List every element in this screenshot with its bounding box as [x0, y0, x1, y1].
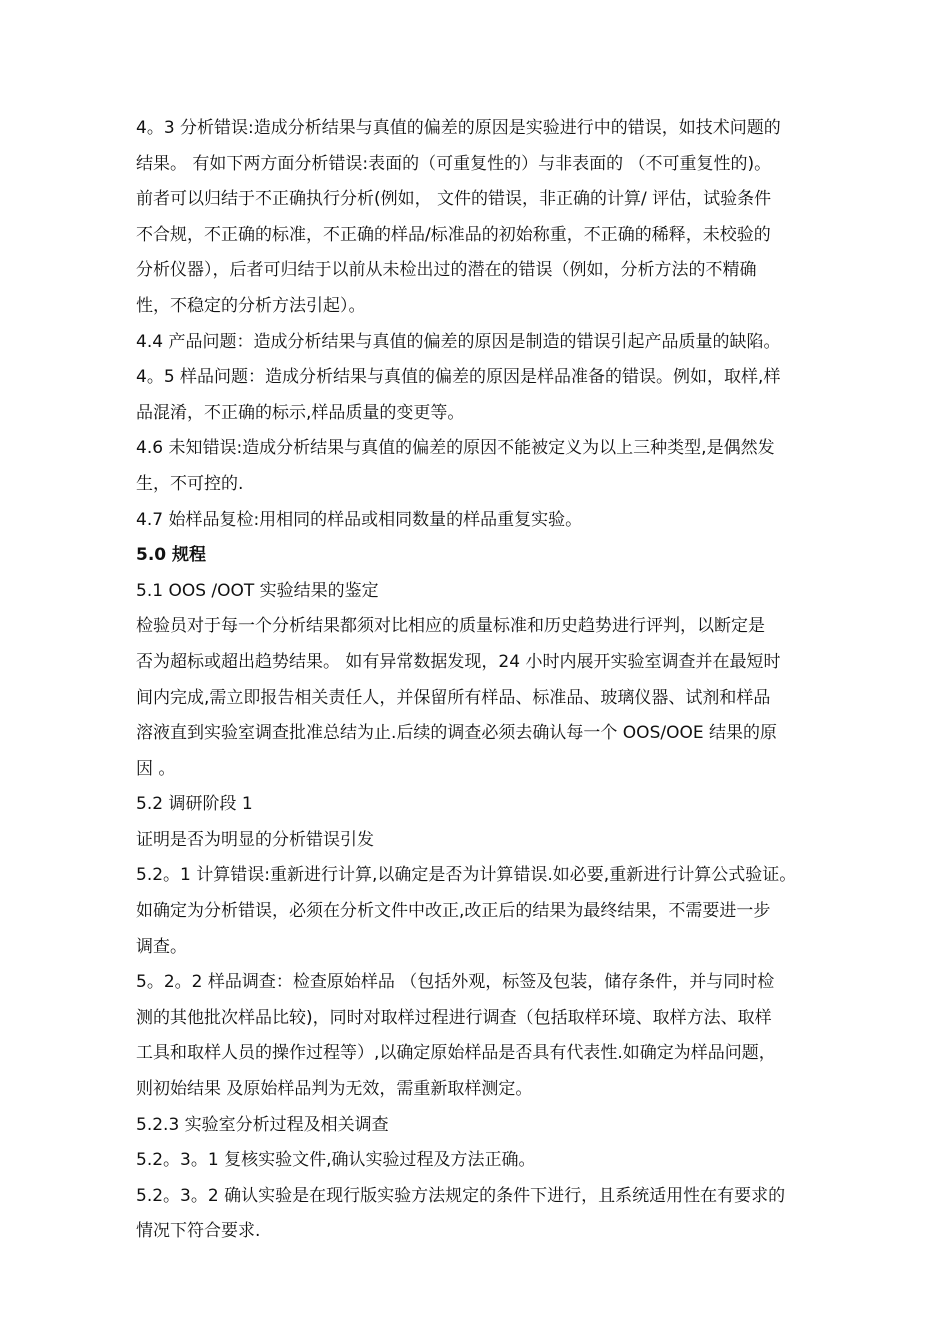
text-line: 证明是否为明显的分析错误引发 — [136, 829, 374, 850]
text-line: 性，不稳定的分析方法引起）。 — [136, 295, 366, 316]
document-body — [136, 111, 871, 1250]
text-line: 如确定为分析错误，必须在分析文件中改正,改正后的结果为最终结果，不需要进一步 — [136, 901, 771, 922]
text-line: 因 。 — [136, 758, 176, 779]
text-line: 情况下符合要求. — [136, 1221, 261, 1242]
text-line: 品混淆，不正确的标示,样品质量的变更等。 — [136, 402, 465, 423]
subsection-heading: 5.2 调研阶段 1 — [136, 794, 253, 815]
text-line: 溶液直到实验室调查批准总结为止.后续的调查必须去确认每一个 OOS/OOE 结果的原 — [136, 723, 777, 744]
text-line: 检验员对于每一个分析结果都须对比相应的质量标准和历史趋势进行评判，以断定是 — [136, 616, 765, 637]
text-line: 生，不可控的. — [136, 473, 244, 494]
text-line: 间内完成,需立即报告相关责任人，并保留所有样品、标准品、玻璃仪器、试剂和样品 — [136, 687, 771, 708]
text-line: 结果。 有如下两方面分析错误:表面的（可重复性的）与非表面的 （不可重复性的)。 — [136, 153, 772, 174]
text-line: 4.4 产品问题：造成分析结果与真值的偏差的原因是制造的错误引起产品质量的缺陷。 — [136, 331, 781, 352]
text-line: 否为超标或超出趋势结果。 如有异常数据发现，24 小时内展开实验室调查并在最短时 — [136, 651, 781, 672]
text-line: 不合规，不正确的标准，不正确的样品/标准品的初始称重，不正确的稀释，未校验的 — [136, 224, 771, 245]
text-line: 4。5 样品问题：造成分析结果与真值的偏差的原因是样品准备的错误。例如，取样,样 — [136, 367, 781, 388]
text-line: 前者可以归结于不正确执行分析(例如， 文件的错误，非正确的计算/ 评估，试验条件 — [136, 189, 772, 210]
subsection-heading: 5.2.3 实验室分析过程及相关调查 — [136, 1114, 389, 1135]
text-line: 则初始结果 及原始样品判为无效，需重新取样测定。 — [136, 1079, 533, 1100]
text-line: 4。3 分析错误:造成分析结果与真值的偏差的原因是实验进行中的错误，如技术问题的 — [136, 118, 781, 138]
text-line: 调查。 — [136, 936, 187, 957]
text-line: 5。2。2 样品调查：检查原始样品 （包括外观，标签及包装，储存条件，并与同时检 — [136, 972, 775, 993]
section-heading: 5.0 规程 — [136, 545, 207, 566]
subsection-heading: 5.1 OOS /OOT 实验结果的鉴定 — [136, 580, 379, 601]
text-line: 5.2。3。1 复核实验文件,确认实验过程及方法正确。 — [136, 1150, 536, 1171]
text-line: 分析仪器），后者可归结于以前从未检出过的潜在的错误（例如，分析方法的不精确 — [136, 260, 757, 281]
text-line: 4.7 始样品复检:用相同的样品或相同数量的样品重复实验。 — [136, 509, 583, 530]
text-line: 工具和取样人员的操作过程等）,以确定原始样品是否具有代表性.如确定为样品问题， — [136, 1043, 776, 1064]
text-line: 测的其他批次样品比较)，同时对取样过程进行调查（包括取样环境、取样方法、取样 — [136, 1007, 772, 1028]
text-line: 4.6 未知错误:造成分析结果与真值的偏差的原因不能被定义为以上三种类型,是偶然发 — [136, 438, 775, 459]
text-line: 5.2。3。2 确认实验是在现行版实验方法规定的条件下进行，且系统适用性在有要求的 — [136, 1185, 786, 1206]
text-line: 5.2。1 计算错误:重新进行计算,以确定是否为计算错误.如必要,重新进行计算公式验证。 — [136, 865, 797, 886]
